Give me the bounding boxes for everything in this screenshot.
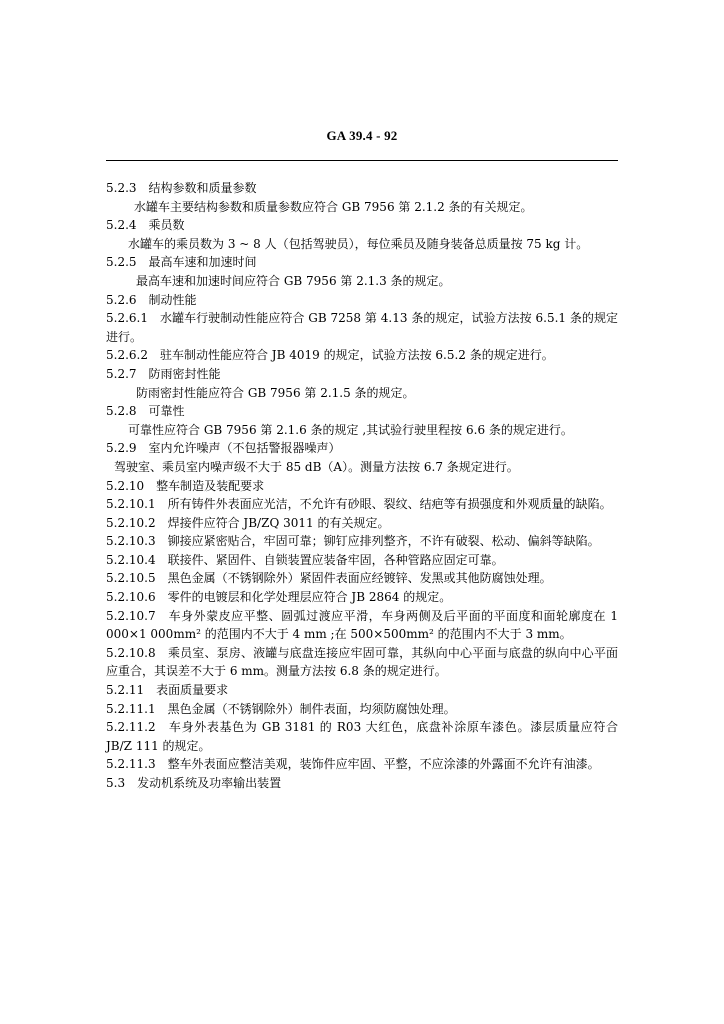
heading-5-2-8: 5.2.8 可靠性	[106, 404, 185, 419]
clause-5-2-10-2: 5.2.10.2 焊接件应符合 JB/ZQ 3011 的有关规定。	[106, 515, 390, 530]
clause-5-2-10-7: 5.2.10.7 车身外蒙皮应平整、圆弧过渡应平滑，车身两侧及后平面的平面度和面轮廓度在 1 000×1 000mm² 的范围内不大于 4 mm ;在 500×500mm² 的范围内不大于 3 mm。	[106, 608, 618, 642]
heading-5-3: 5.3 发动机系统及功率输出装置	[106, 776, 282, 790]
paragraph-5-2-4: 水罐车的乘员数为 3 ~ 8 人（包括驾驶员），每位乘员及随身装备总质量按 75 kg 计。	[128, 236, 589, 251]
clause-5-2-6-2: 5.2.6.2 驻车制动性能应符合 JB 4019 的规定，试验方法按 6.5.2 条的规定进行。	[106, 348, 554, 363]
heading-5-2-11: 5.2.11 表面质量要求	[106, 683, 229, 698]
heading-5-2-3: 5.2.3 结构参数和质量参数	[106, 181, 257, 195]
clause-5-2-10-3: 5.2.10.3 铆接应紧密贴合，牢固可靠；铆钉应排列整齐，不许有破裂、松动、偏斜等缺陷。	[106, 534, 600, 549]
paragraph-5-2-9: 驾驶室、乘员室内噪声级不大于 85 dB（A）。测量方法按 6.7 条规定进行。	[114, 459, 519, 474]
heading-5-2-5: 5.2.5 最高车速和加速时间	[106, 255, 257, 270]
paragraph-5-2-5: 最高车速和加速时间应符合 GB 7956 第 2.1.3 条的规定。	[136, 273, 451, 288]
paragraph-5-2-3: 水罐车主要结构参数和质量参数应符合 GB 7956 第 2.1.2 条的有关规定。	[134, 199, 533, 214]
header-rule	[106, 160, 618, 161]
clause-5-2-11-1: 5.2.11.1 黑色金属（不锈钢除外）制件表面，均须防腐蚀处理。	[106, 701, 456, 716]
clause-5-2-10-4: 5.2.10.4 联接件、紧固件、自锁装置应装备牢固，各种管路应固定可靠。	[106, 552, 504, 567]
clause-5-2-6-1: 5.2.6.1 水罐车行驶制动性能应符合 GB 7258 第 4.13 条的规定，试验方法按 6.5.1 条的规定进行。	[106, 311, 618, 344]
heading-5-2-4: 5.2.4 乘员数	[106, 218, 185, 233]
clause-5-2-10-1: 5.2.10.1 所有铸件外表面应光洁，不允许有砂眼、裂纹、结疤等有损强度和外观质量的缺陷。	[106, 497, 612, 512]
standard-code-header: GA 39.4 - 92	[326, 128, 398, 143]
clause-5-2-11-2: 5.2.11.2 车身外表基色为 GB 3181 的 R03 大红色，底盘补涂原车漆色。漆层质量应符合 JB/Z 111 的规定。	[106, 720, 618, 753]
clause-5-2-11-3: 5.2.11.3 整车外表面应整洁美观，装饰件应牢固、平整，不应涂漆的外露面不允许有油漆。	[106, 757, 600, 772]
document-body	[106, 179, 618, 793]
heading-5-2-9: 5.2.9 室内允许噪声（不包括警报器噪声）	[106, 441, 341, 456]
paragraph-5-2-7: 防雨密封性能应符合 GB 7956 第 2.1.5 条的规定。	[136, 385, 415, 400]
clause-5-2-10-6: 5.2.10.6 零件的电镀层和化学处理层应符合 JB 2864 的规定。	[106, 590, 452, 605]
clause-5-2-10-5: 5.2.10.5 黑色金属（不锈钢除外）紧固件表面应经镀锌、发黑或其他防腐蚀处理。	[106, 571, 552, 586]
clause-5-2-10-8: 5.2.10.8 乘员室、泵房、液罐与底盘连接应牢固可靠，其纵向中心平面与底盘的纵向中心平面应重合，其误差不大于 6 mm。测量方法按 6.8 条的规定进行。	[106, 645, 618, 679]
paragraph-5-2-8: 可靠性应符合 GB 7956 第 2.1.6 条的规定 ,其试验行驶里程按 6.6 条的规定进行。	[128, 422, 573, 437]
heading-5-2-10: 5.2.10 整车制造及装配要求	[106, 478, 265, 493]
heading-5-2-7: 5.2.7 防雨密封性能	[106, 366, 221, 381]
heading-5-2-6: 5.2.6 制动性能	[106, 292, 197, 307]
